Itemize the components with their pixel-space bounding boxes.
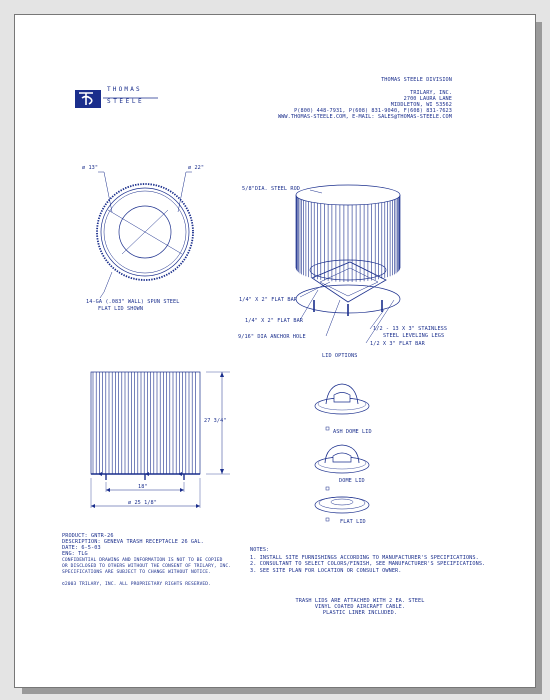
lid-option-label: ASH DOME LID	[333, 429, 372, 435]
lid-note-line: VINYL COATED AIRCRAFT CABLE.	[314, 604, 406, 610]
product-line: DATE: 6-5-03	[62, 545, 101, 551]
lid-option-label: FLAT LID	[340, 519, 366, 525]
iso-view-drawing	[296, 185, 400, 343]
lid-option-label: DOME LID	[339, 478, 365, 484]
iso-legs-label: 1/2 - 13 X 3" STAINLESS	[373, 326, 448, 332]
note-item: 1. INSTALL SITE FURNISHINGS ACCORDING TO MANUFACTURER'S SPECIFICATIONS.	[250, 555, 479, 561]
iso-flat-bar-label: 1/4" X 2" FLAT BAR	[239, 297, 298, 303]
elevation-inner-width-label: 18"	[138, 484, 148, 490]
product-line: OR DISCLOSED TO OTHERS WITHOUT THE CONSENT OF TRILARY, INC.	[62, 564, 232, 569]
company-line: 2700 LAURA LANE	[403, 96, 452, 102]
iso-flat-bar-3-label: 1/2 X 3" FLAT BAR	[370, 341, 425, 347]
iso-anchor-label: 9/16" DIA ANCHOR HOLE	[238, 334, 306, 340]
iso-flat-bar-label: 1/4" X 2" FLAT BAR	[245, 318, 304, 324]
elevation-view-drawing	[91, 372, 230, 508]
note-item: 2. CONSULTANT TO SELECT COLORS/FINISH, SEE MANUFACTURER'S SPECIFICATIONS.	[250, 561, 486, 567]
company-division: THOMAS STEELE DIVISION	[381, 77, 452, 83]
product-line: SPECIFICATIONS ARE SUBJECT TO CHANGE WITHOUT NOTICE.	[62, 570, 212, 575]
company-line: TRILARY, INC.	[410, 90, 452, 96]
top-view-diameter-22: ø 22"	[188, 165, 205, 171]
elevation-height-label: 27 3/4"	[204, 418, 227, 424]
company-line: P(800) 448-7931, P(608) 831-9040, F(608) 831-7623	[294, 108, 452, 114]
logo-line-1: THOMAS	[107, 86, 142, 93]
company-line: MIDDLETON, WI 53562	[390, 102, 452, 108]
elevation-outer-width-label: ø 25 1/8"	[128, 500, 158, 506]
top-view-drawing	[97, 172, 193, 298]
product-copyright: ©2003 TRILARY, INC. ALL PROPRIETARY RIGHTS RESERVED.	[62, 582, 212, 587]
product-line: CONFIDENTIAL DRAWING AND INFORMATION IS NOT TO BE COPIED	[62, 558, 223, 563]
logo-line-2: STEELE	[107, 98, 145, 105]
lid-options-drawing	[315, 384, 369, 521]
lid-note-line: TRASH LIDS ARE ATTACHED WITH 2 EA. STEEL	[295, 598, 425, 604]
iso-rod-label: 5/8"DIA. STEEL ROD	[242, 186, 301, 192]
note-item: 3. SEE SITE PLAN FOR LOCATION OR CONSULT OWNER.	[250, 568, 402, 574]
iso-legs-label: STEEL LEVELING LEGS	[383, 333, 445, 339]
company-line: WWW.THOMAS-STEELE.COM, E-MAIL: SALES@THOMAS-STEELE.COM	[277, 114, 452, 120]
notes-title: NOTES:	[250, 547, 270, 553]
top-view-note: 14-GA (.083" WALL) SPUN STEEL	[86, 299, 180, 305]
product-line: ENG: TLG	[62, 551, 88, 557]
lid-options-title: LID OPTIONS	[322, 353, 358, 359]
product-line: DESCRIPTION: GENEVA TRASH RECEPTACLE 26 GAL.	[62, 539, 204, 545]
arrowheads	[91, 372, 224, 508]
top-view-note: FLAT LID SHOWN	[98, 306, 144, 312]
lid-note-line: PLASTIC LINER INCLUDED.	[322, 610, 398, 616]
top-view-diameter-13: ø 13"	[82, 165, 99, 171]
product-line: PRODUCT: GNTR-26	[62, 533, 114, 539]
